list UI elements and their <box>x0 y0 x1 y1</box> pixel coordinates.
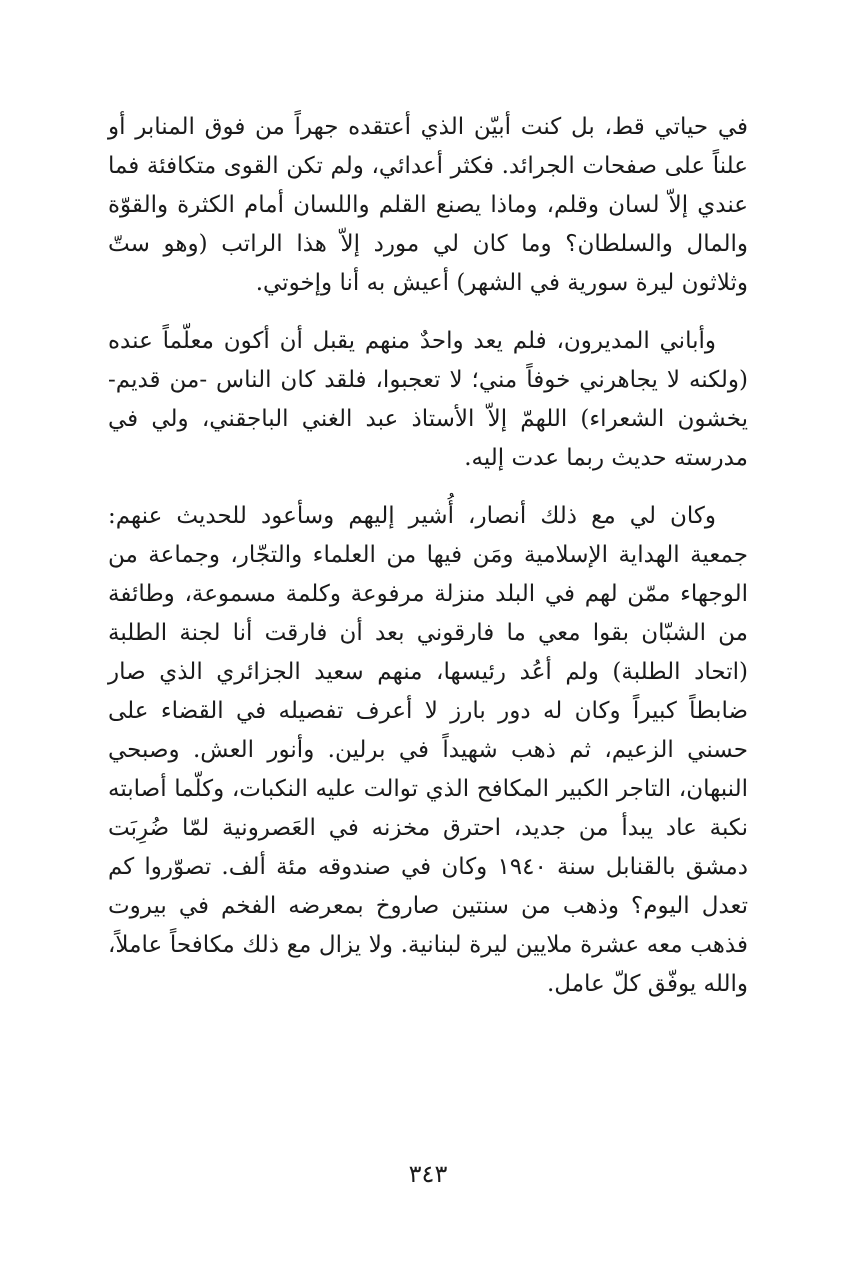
paragraph-1: في حياتي قط، بل كنت أبيّن الذي أعتقده جهراً من فوق المنابر أو علناً على صفحات الجرائد. فكثر أعدائي، ولم تكن القوى متكافئة فما عندي إلاّ لسان وقلم، وماذا يصنع القلم واللسان أمام الكثرة والقوّة والمال والسلطان؟ وما كان لي مورد إلاّ هذا الراتب (وهو ستّ وثلاثون ليرة سورية في الشهر) أعيش به أنا وإخوتي. <box>108 114 748 296</box>
paragraph-3: وكان لي مع ذلك أنصار، أُشير إليهم وسأعود للحديث عنهم: جمعية الهداية الإسلامية ومَن فيها من العلماء والتجّار، وجماعة من الوجهاء ممّن لهم في البلد منزلة مرفوعة وكلمة مسموعة، وطائفة من الشبّان بقوا معي ما فارقوني بعد أن فارقت أنا لجنة الطلبة (اتحاد الطلبة) ولم أعُد رئيسها، منهم سعيد الجزائري الذي صار ضابطاً كبيراً وكان له دور بارز لا أعرف تفصيله في القضاء على حسني الزعيم، ثم ذهب شهيداً في برلين. وأنور العش. وصبحي النبهان، التاجر الكبير المكافح الذي توالت عليه النكبات، وكلّما أصابته نكبة عاد يبدأ من جديد، احترق مخزنه في العَصرونية لمّا ضُرِبَت دمشق بالقنابل سنة ١٩٤٠ وكان في صندوقه مئة ألف. تصوّروا كم تعدل اليوم؟ وذهب من سنتين صاروخ بمعرضه الفخم في بيروت فذهب معه عشرة ملايين ليرة لبنانية. ولا يزال مع ذلك مكافحاً عاملاً، والله يوفّق كلّ عامل. <box>108 503 748 997</box>
paragraph-2: وأباني المديرون، فلم يعد واحدٌ منهم يقبل أن أكون معلّماً عنده (ولكنه لا يجاهرني خوفاً مني؛ لا تعجبوا، فلقد كان الناس -من قديم- يخشون الشعراء) اللهمّ إلاّ الأستاذ عبد الغني الباجقني، ولي في مدرسته حديث ربما عدت إليه. <box>108 328 748 471</box>
book-page <box>108 108 748 1208</box>
page-number: ٣٤٣ <box>408 1160 448 1188</box>
